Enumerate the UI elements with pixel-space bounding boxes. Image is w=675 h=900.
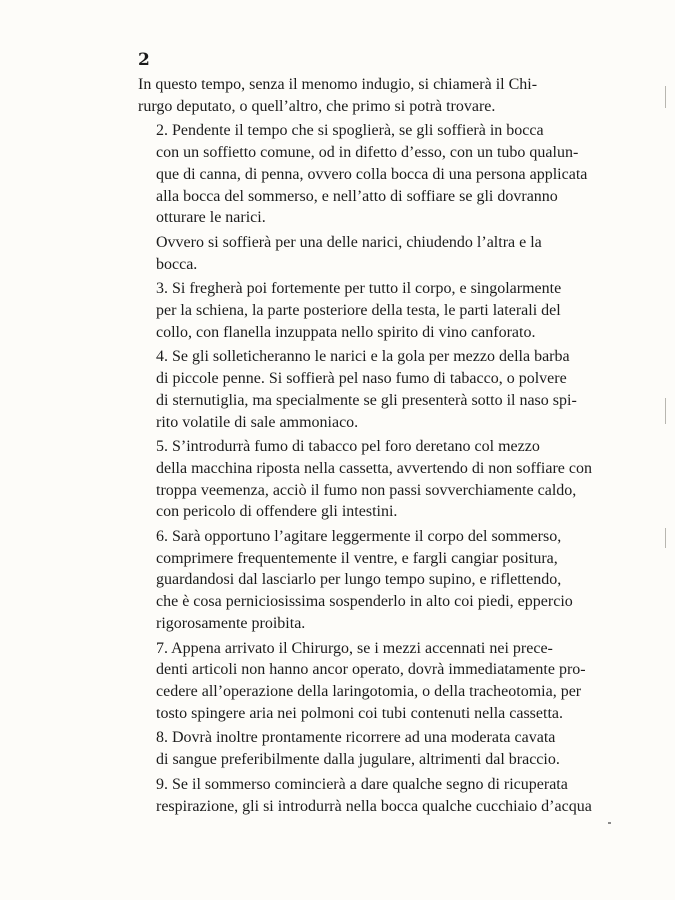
text-line: cedere all’operazione della laringotomia, o della tracheotomia, per (156, 682, 582, 700)
text-line: di sangue preferibilmente dalla jugulare, altrimenti dal braccio. (156, 751, 560, 769)
text-line: In questo tempo, senza il menomo indugio, si chiamerà il Chi- (138, 76, 538, 93)
text-line: Ovvero si soffierà per una delle narici, chiudendo l’altra e la (156, 233, 542, 251)
body-text (138, 74, 600, 820)
text-line: di piccole penne. Si soffierà pel naso fumo di tabacco, o polvere (156, 370, 567, 388)
paragraph-item-4 (138, 346, 600, 433)
text-line: con un soffietto comune, od in difetto d’esso, con un tubo qualun- (156, 144, 579, 162)
text-line: 8. Dovrà inoltre prontamente ricorrere ad una moderata cavata (156, 729, 556, 747)
text-line: 3. Si fregherà poi fortemente per tutto il corpo, e singolarmente (156, 280, 562, 298)
text-line: 9. Se il sommerso comincierà a dare qualche segno di ricuperata (156, 775, 568, 793)
paragraph-intro (138, 74, 600, 117)
paragraph-item-6 (138, 526, 600, 635)
text-line: 7. Appena arrivato il Chirurgo, se i mezzi accennati nei prece- (156, 639, 553, 657)
paragraph-item-7 (138, 638, 600, 725)
text-line: rito volatile di sale ammoniaco. (156, 413, 359, 431)
page-edge-shadow-middle (665, 398, 666, 424)
paragraph-item-5 (138, 436, 600, 523)
text-line: con pericolo di offendere gli intestini. (156, 503, 398, 521)
text-line: guardandosi dal lasciarlo per lungo tempo supino, e riflettendo, (156, 571, 562, 589)
text-line: della macchina riposta nella cassetta, avvertendo di non soffiare con (156, 459, 592, 477)
text-line: collo, con flanella inzuppata nello spirito di vino canforato. (156, 323, 536, 341)
page-number: 2 (138, 50, 150, 70)
text-line: otturare le narici. (156, 209, 266, 227)
text-line: rurgo deputato, o quell’altro, che primo si potrà trovare. (138, 97, 496, 115)
text-line: 6. Sarà opportuno l’agitare leggermente il corpo del sommerso, (156, 528, 562, 546)
paragraph-item-9 (138, 774, 600, 817)
scan-speck (608, 822, 611, 824)
text-line: comprimere frequentemente il ventre, e fargli cangiar positura, (156, 549, 558, 567)
text-line: denti articoli non hanno ancor operato, dovrà immediatamente pro- (156, 661, 586, 679)
text-line: che è cosa perniciosissima sospenderlo in alto coi piedi, eppercio (156, 593, 573, 611)
page-edge-shadow-top (665, 86, 666, 108)
paragraph-item-3 (138, 278, 600, 343)
text-line: 4. Se gli solleticheranno le narici e la gola per mezzo della barba (156, 348, 570, 366)
paragraph-item-2 (138, 120, 600, 229)
text-line: alla bocca del sommerso, e nell’atto di soffiare se gli dovranno (156, 187, 558, 205)
text-line: bocca. (156, 255, 198, 273)
text-line: di sternutiglia, ma specialmente se gli presenterà sotto il naso spi- (156, 391, 577, 409)
text-line: tosto spingere aria nei polmoni coi tubi contenuti nella cassetta. (156, 704, 563, 722)
text-line: respirazione, gli si introdurrà nella bocca qualche cucchiaio d’acqua (156, 797, 592, 815)
text-line: 5. S’introdurrà fumo di tabacco pel foro deretano col mezzo (156, 438, 540, 456)
text-line: rigorosamente proibita. (156, 614, 306, 632)
paragraph-item-2-alt (138, 232, 600, 275)
text-line: 2. Pendente il tempo che si spoglierà, se gli soffierà in bocca (156, 122, 544, 140)
text-line: per la schiena, la parte posteriore della testa, le parti laterali del (156, 302, 561, 320)
text-line: que di canna, di penna, ovvero colla bocca di una persona applicata (156, 165, 588, 183)
text-line: troppa veemenza, acciò il fumo non passi sovverchiamente caldo, (156, 481, 577, 499)
page-edge-shadow-lower (665, 528, 666, 548)
paragraph-item-8 (138, 727, 600, 770)
